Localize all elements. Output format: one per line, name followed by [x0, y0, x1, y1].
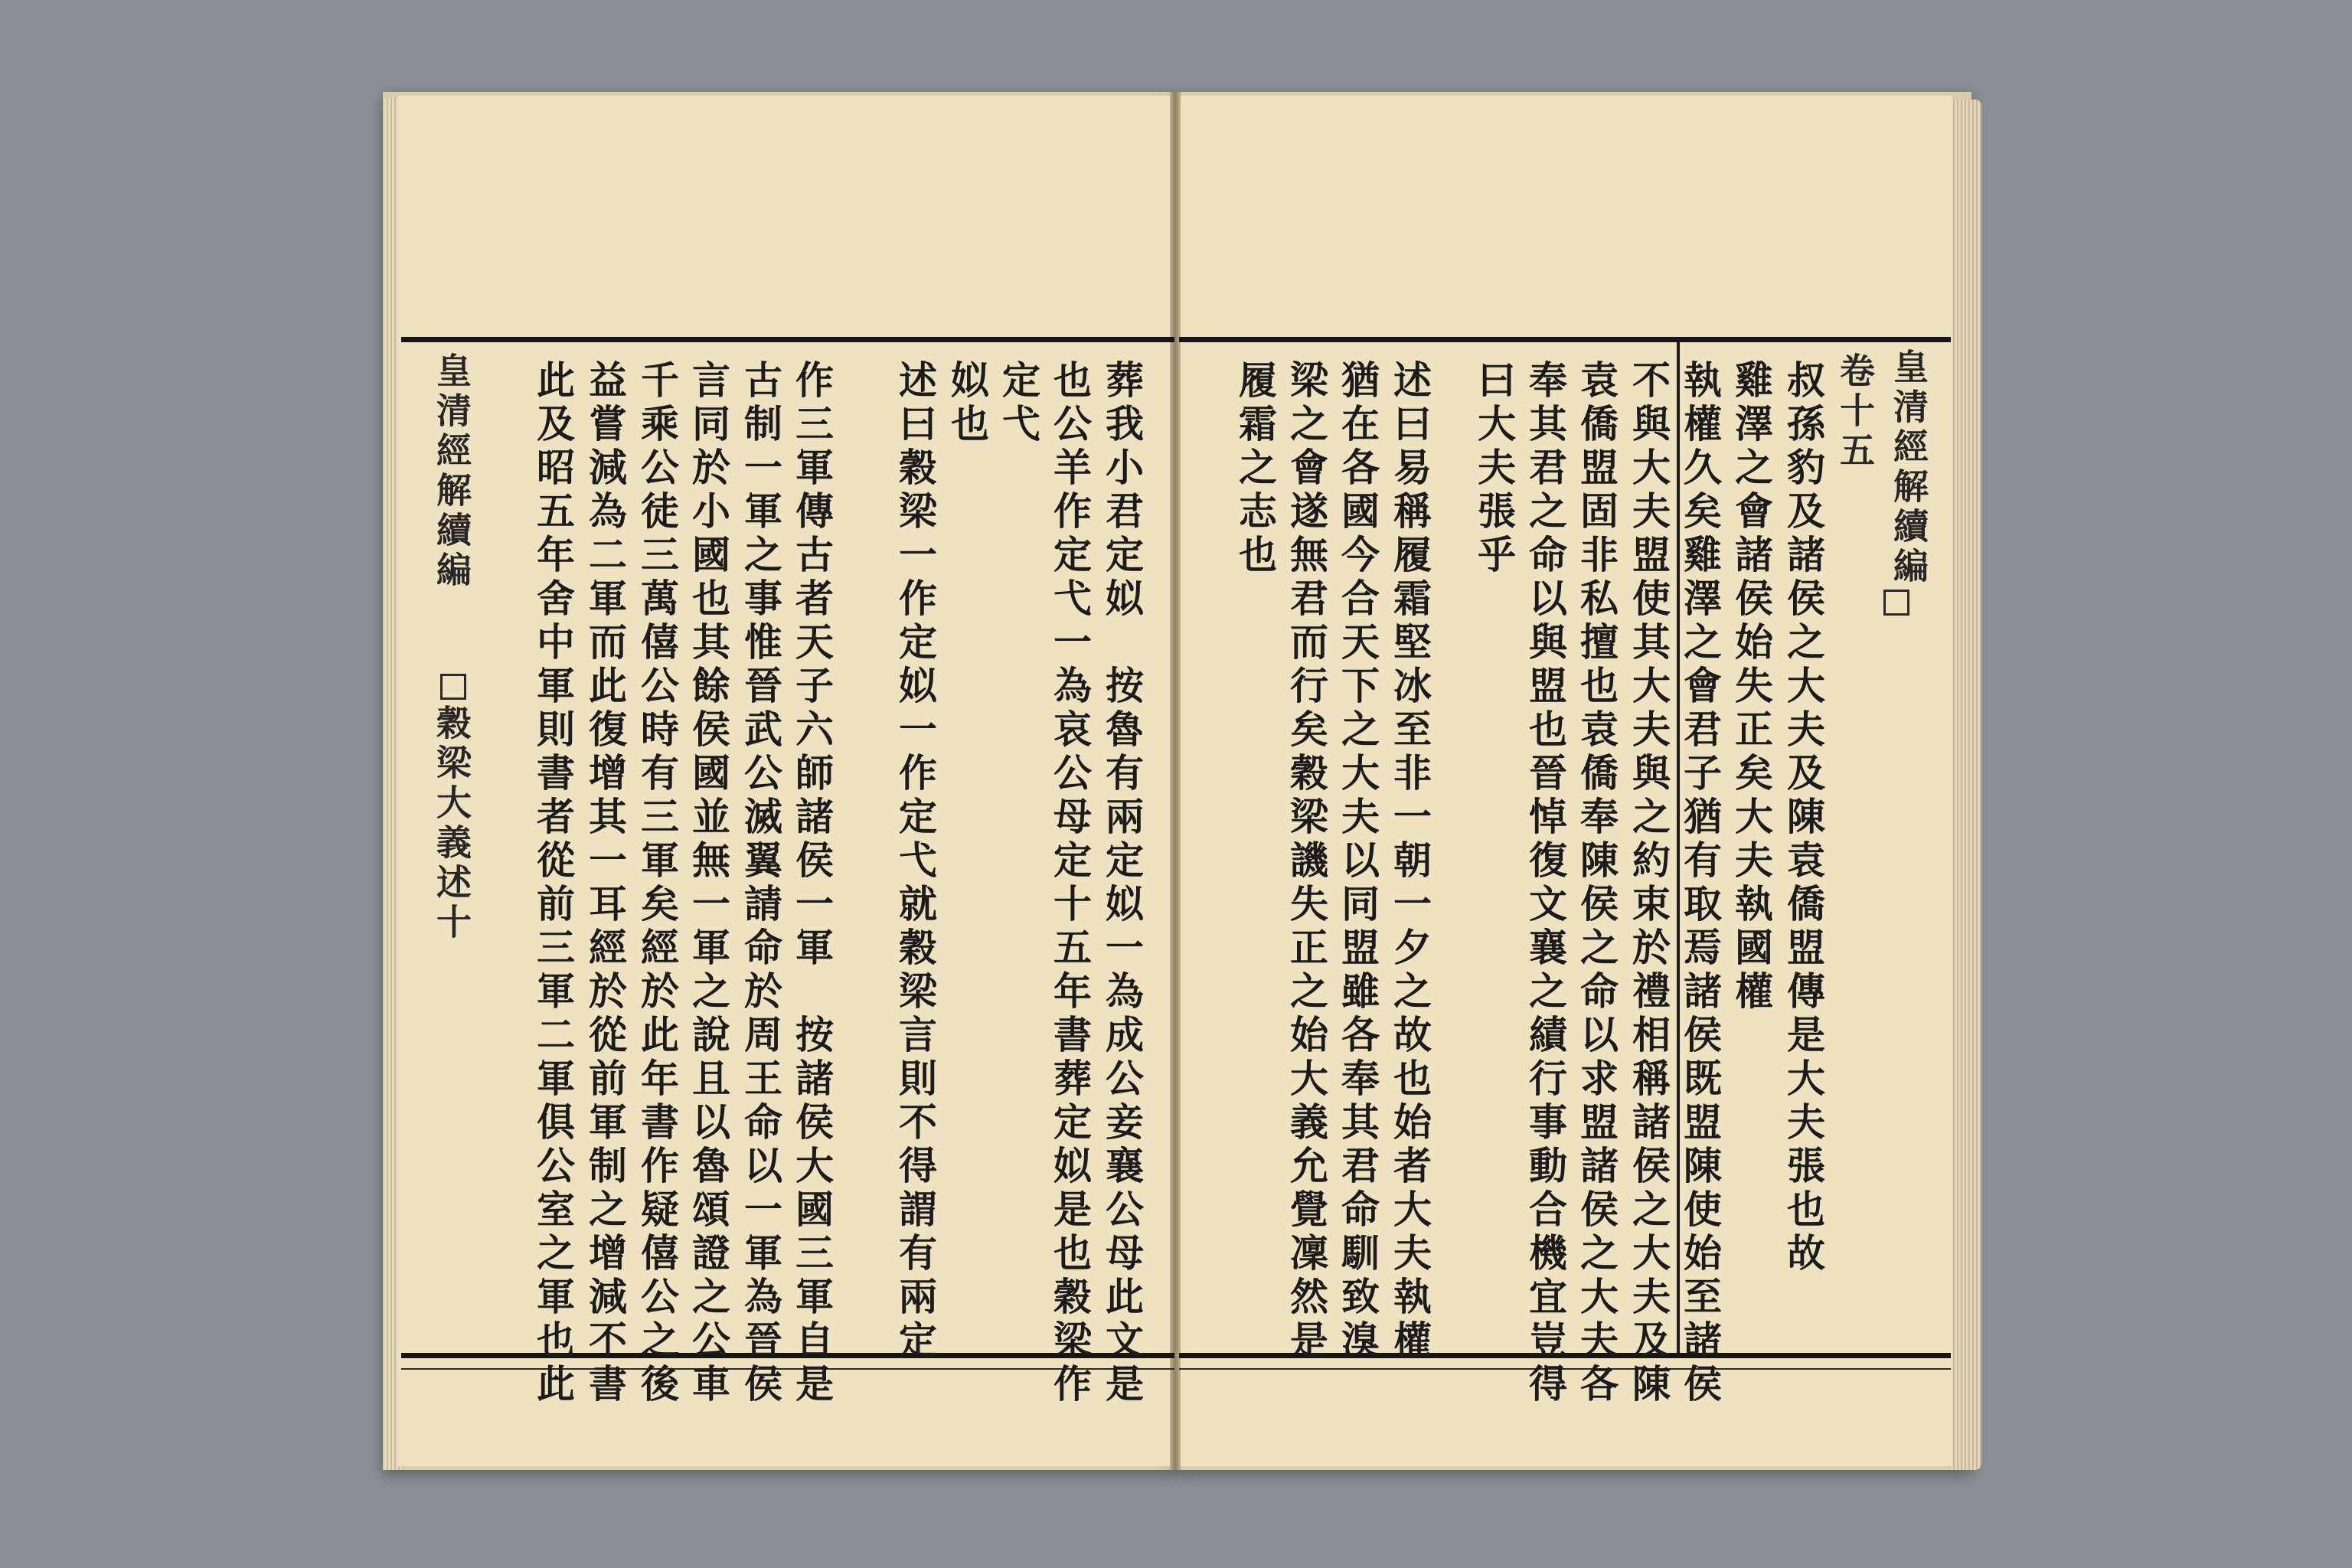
- right-col-6: 奉其君之命以與盟也晉悼復文襄之績行事動合機宜豈得: [1523, 360, 1568, 1407]
- left-margin-title: 皇清經解續編: [431, 352, 472, 591]
- left-col-10: 益嘗減為二軍而此復增其一耳經於從前軍制之增減不書: [583, 360, 628, 1407]
- right-col-1: 叔孫豹及諸侯之大夫及陳袁僑盟傳是大夫張也故: [1781, 360, 1826, 1276]
- fishtail-mark-icon: [1883, 590, 1909, 616]
- left-col-6: 作三軍傳古者天子六師諸侯一軍 按諸侯大國三軍自是: [789, 360, 835, 1407]
- right-col-2: 雞澤之會諸侯始失正矣大夫執國權: [1729, 360, 1774, 1014]
- right-col-3: 執權久矣雞澤之會君子猶有取焉諸侯既盟陳使始至諸侯: [1677, 360, 1723, 1407]
- left-col-4: 姒也: [945, 360, 990, 447]
- right-col-10: 梁之會遂無君而行矣穀梁譏失正之始大義允覺凜然是: [1284, 360, 1329, 1364]
- left-col-5: 述曰穀梁一作定姒一作定弋就穀梁言則不得謂有兩定: [893, 360, 938, 1364]
- left-col-1: 葬我小君定姒 按魯有兩定姒一為成公妾襄公母此文是: [1099, 360, 1145, 1407]
- right-fore-edge: [1951, 100, 1981, 1470]
- left-col-11: 此及昭五年舍中軍則書者從前三軍二軍俱公室之軍也此: [531, 360, 576, 1407]
- left-col-7: 古制一軍之事惟晉武公滅翼請命於周王命以一軍為晉侯: [738, 360, 783, 1407]
- right-col-5: 袁僑盟固非私擅也袁僑奉陳侯之命以求盟諸侯之大夫各: [1574, 360, 1619, 1407]
- right-margin-title: 皇清經解續編: [1888, 348, 1929, 587]
- right-col-4: 不與大夫盟使其大夫與之約束於禮相稱諸侯之大夫及陳: [1626, 360, 1671, 1407]
- left-col-2: 也公羊作定弋一為哀公母定十五年書葬定姒是也穀梁作: [1047, 360, 1093, 1407]
- left-col-8: 言同於小國也其餘侯國並無一軍之說且以魯頌證之公車: [686, 360, 731, 1407]
- left-margin-subtitle: 穀梁大義述十: [431, 704, 472, 943]
- left-col-9: 千乘公徒三萬僖公時有三軍矣經於此年書作疑僖公之後: [635, 360, 680, 1407]
- right-col-9: 猶在各國今合天下之大夫以同盟雖各奉其君命馴致溴: [1335, 360, 1380, 1364]
- right-col-11: 履霜之志也: [1233, 360, 1278, 578]
- left-col-3: 定弋: [996, 360, 1041, 447]
- fishtail-mark-icon: [440, 674, 466, 700]
- right-col-8: 述曰易稱履霜堅冰至非一朝一夕之故也始者大夫執權: [1387, 360, 1432, 1364]
- right-chapter-heading: 卷十五: [1834, 352, 1876, 472]
- right-col-7: 曰大夫張乎: [1472, 360, 1517, 578]
